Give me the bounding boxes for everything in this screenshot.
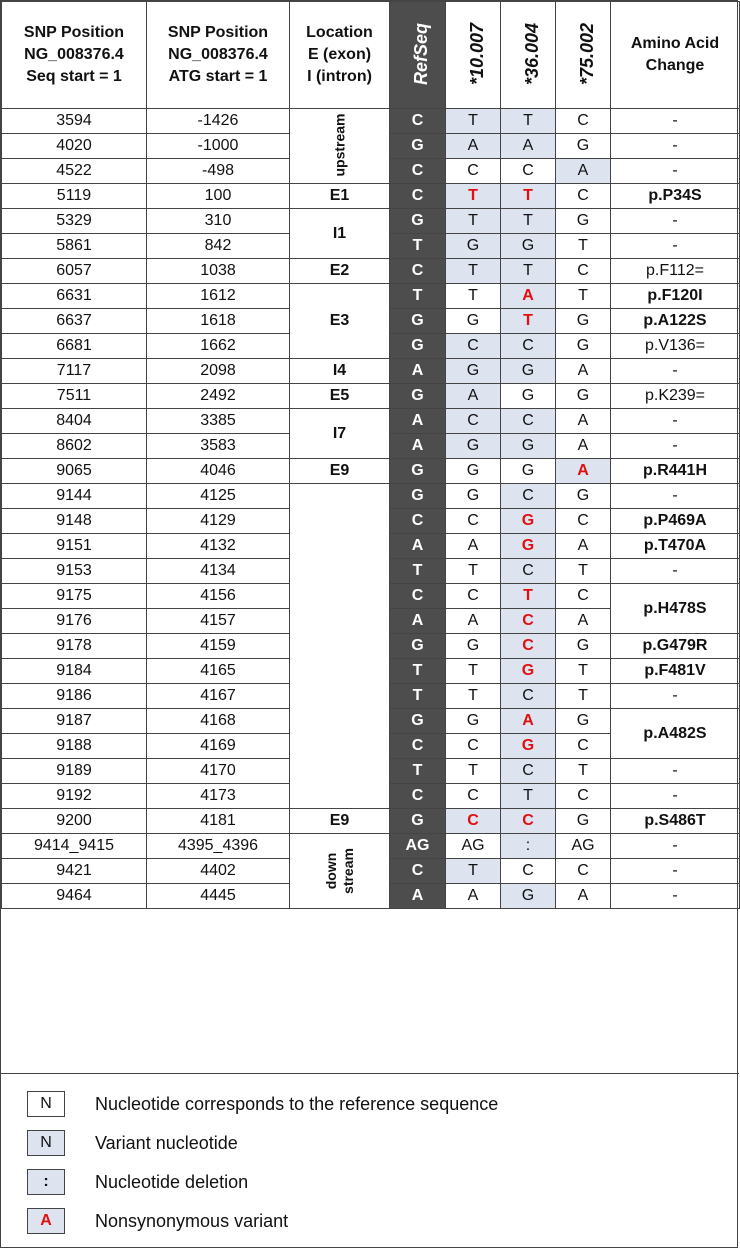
refseq-cell: G	[390, 484, 446, 509]
allele-cell: G	[556, 484, 611, 509]
atg-position-cell: 4181	[147, 809, 290, 834]
atg-position-cell: 4402	[147, 859, 290, 884]
header-text: SNP Position	[23, 24, 125, 41]
atg-position-cell: 310	[147, 209, 290, 234]
allele-cell: C	[556, 859, 611, 884]
seq-position-cell: 4522	[2, 159, 147, 184]
header-text: I (intron)	[307, 68, 372, 85]
allele-cell: A	[501, 284, 556, 309]
table-row	[2, 259, 740, 284]
table-row	[2, 409, 740, 434]
header-text: Seq start = 1	[26, 68, 122, 85]
atg-position-cell: 4134	[147, 559, 290, 584]
allele-cell: A	[556, 434, 611, 459]
atg-position-cell: 4395_4396	[147, 834, 290, 859]
allele-cell: T	[446, 759, 501, 784]
allele-cell: C	[556, 509, 611, 534]
seq-position-cell: 9153	[2, 559, 147, 584]
legend-item	[27, 1167, 248, 1197]
atg-position-cell: 4173	[147, 784, 290, 809]
legend-item	[27, 1206, 288, 1236]
allele-cell: G	[501, 734, 556, 759]
amino-acid-cell: -	[611, 159, 740, 184]
atg-position-cell: 842	[147, 234, 290, 259]
amino-acid-cell: -	[611, 784, 740, 809]
allele-cell: C	[446, 584, 501, 609]
table-row	[2, 484, 740, 509]
refseq-cell: A	[390, 434, 446, 459]
allele-cell: C	[446, 159, 501, 184]
header-refseq	[390, 2, 446, 109]
location-cell: I1	[290, 209, 390, 259]
allele-cell: A	[446, 534, 501, 559]
atg-position-cell: 4159	[147, 634, 290, 659]
seq-position-cell: 9176	[2, 609, 147, 634]
allele-cell: A	[556, 159, 611, 184]
legend	[1, 1073, 739, 1250]
amino-acid-cell: -	[611, 884, 740, 909]
location-cell: E3	[290, 284, 390, 359]
allele-cell: T	[501, 209, 556, 234]
atg-position-cell: 4156	[147, 584, 290, 609]
atg-position-cell: 3385	[147, 409, 290, 434]
atg-position-cell: 4445	[147, 884, 290, 909]
allele-cell: G	[446, 709, 501, 734]
refseq-cell: G	[390, 709, 446, 734]
refseq-cell: AG	[390, 834, 446, 859]
allele-cell: T	[446, 559, 501, 584]
atg-position-cell: 4170	[147, 759, 290, 784]
location-label: down	[322, 852, 339, 889]
refseq-cell: C	[390, 584, 446, 609]
atg-position-cell: 1612	[147, 284, 290, 309]
legend-label: Nonsynonymous variant	[95, 1210, 289, 1231]
allele-cell: T	[446, 109, 501, 134]
table-row	[2, 184, 740, 209]
seq-position-cell: 6681	[2, 334, 147, 359]
allele-cell: G	[446, 484, 501, 509]
allele-cell: A	[556, 359, 611, 384]
refseq-cell: T	[390, 759, 446, 784]
seq-position-cell: 8404	[2, 409, 147, 434]
seq-position-cell: 9187	[2, 709, 147, 734]
allele-cell: G	[556, 134, 611, 159]
seq-position-cell: 5329	[2, 209, 147, 234]
seq-position-cell: 9065	[2, 459, 147, 484]
amino-acid-cell: p.G479R	[611, 634, 740, 659]
amino-acid-cell: -	[611, 134, 740, 159]
allele-cell: T	[556, 659, 611, 684]
allele-cell: G	[501, 359, 556, 384]
amino-acid-cell: -	[611, 759, 740, 784]
table-row	[2, 834, 740, 859]
legend-swatch-deletion: :	[27, 1169, 65, 1195]
amino-acid-cell: p.S486T	[611, 809, 740, 834]
seq-position-cell: 9188	[2, 734, 147, 759]
allele-cell: G	[556, 634, 611, 659]
refseq-cell: C	[390, 509, 446, 534]
atg-position-cell: 4168	[147, 709, 290, 734]
amino-acid-cell: p.F120I	[611, 284, 740, 309]
seq-position-cell: 9184	[2, 659, 147, 684]
refseq-cell: T	[390, 559, 446, 584]
seq-position-cell: 9144	[2, 484, 147, 509]
amino-acid-cell: -	[611, 834, 740, 859]
refseq-cell: A	[390, 884, 446, 909]
seq-position-cell: 9189	[2, 759, 147, 784]
atg-position-cell: 2492	[147, 384, 290, 409]
atg-position-cell: -1426	[147, 109, 290, 134]
header-text: E (exon)	[307, 46, 372, 63]
amino-acid-cell: p.R441H	[611, 459, 740, 484]
refseq-cell: G	[390, 634, 446, 659]
allele-cell: G	[446, 634, 501, 659]
allele-cell: G	[501, 459, 556, 484]
allele-cell: A	[556, 459, 611, 484]
allele-cell: C	[501, 859, 556, 884]
location-label: upstream	[331, 113, 348, 177]
allele-cell: G	[446, 234, 501, 259]
header-text: SNP Position	[167, 24, 269, 41]
allele-cell: C	[446, 409, 501, 434]
allele-cell: C	[501, 634, 556, 659]
allele-cell: A	[556, 609, 611, 634]
allele-cell: C	[501, 809, 556, 834]
allele-cell: G	[446, 459, 501, 484]
legend-swatch-nonsynonymous: A	[27, 1208, 65, 1234]
amino-acid-cell: p.K239=	[611, 384, 740, 409]
header-text: *75.002	[577, 22, 598, 86]
refseq-cell: G	[390, 209, 446, 234]
seq-position-cell: 8602	[2, 434, 147, 459]
allele-cell: T	[446, 184, 501, 209]
allele-cell: G	[556, 384, 611, 409]
header-text: NG_008376.4	[24, 46, 124, 63]
seq-position-cell: 6637	[2, 309, 147, 334]
allele-cell: C	[556, 109, 611, 134]
amino-acid-cell: -	[611, 559, 740, 584]
allele-cell: C	[501, 334, 556, 359]
amino-acid-cell: -	[611, 409, 740, 434]
atg-position-cell: 4132	[147, 534, 290, 559]
header-text: NG_008376.4	[168, 46, 268, 63]
location-cell: I4	[290, 359, 390, 384]
seq-position-cell: 9192	[2, 784, 147, 809]
legend-swatch-reference: N	[27, 1091, 65, 1117]
allele-cell: T	[556, 759, 611, 784]
refseq-cell: T	[390, 234, 446, 259]
amino-acid-cell: p.F112=	[611, 259, 740, 284]
allele-cell: T	[501, 259, 556, 284]
allele-cell: G	[446, 434, 501, 459]
location-cell	[290, 109, 390, 184]
refseq-cell: G	[390, 809, 446, 834]
location-label: stream	[339, 847, 356, 894]
header-text: Change	[645, 57, 705, 74]
amino-acid-cell: p.V136=	[611, 334, 740, 359]
seq-position-cell: 7511	[2, 384, 147, 409]
allele-cell: T	[446, 659, 501, 684]
seq-position-cell: 7117	[2, 359, 147, 384]
refseq-cell: C	[390, 109, 446, 134]
allele-cell: T	[446, 209, 501, 234]
allele-cell: A	[446, 134, 501, 159]
refseq-cell: G	[390, 459, 446, 484]
allele-cell: G	[556, 809, 611, 834]
allele-cell: C	[446, 509, 501, 534]
allele-cell: A	[446, 384, 501, 409]
seq-position-cell: 4020	[2, 134, 147, 159]
refseq-cell: C	[390, 859, 446, 884]
allele-cell: C	[446, 809, 501, 834]
atg-position-cell: -1000	[147, 134, 290, 159]
refseq-cell: G	[390, 334, 446, 359]
allele-cell: AG	[556, 834, 611, 859]
seq-position-cell: 9464	[2, 884, 147, 909]
allele-cell: A	[556, 534, 611, 559]
header-text: Location	[306, 24, 373, 41]
refseq-cell: T	[390, 284, 446, 309]
allele-cell: C	[501, 684, 556, 709]
header-allele-3	[556, 2, 611, 109]
allele-cell: C	[556, 784, 611, 809]
allele-cell: C	[501, 484, 556, 509]
allele-cell: A	[446, 884, 501, 909]
allele-cell: T	[446, 284, 501, 309]
allele-cell: C	[446, 734, 501, 759]
table-row	[2, 459, 740, 484]
amino-acid-cell: p.T470A	[611, 534, 740, 559]
legend-label: Nucleotide corresponds to the reference sequence	[95, 1093, 499, 1114]
header-allele-2	[501, 2, 556, 109]
atg-position-cell: 3583	[147, 434, 290, 459]
allele-cell: T	[501, 584, 556, 609]
allele-cell: C	[501, 609, 556, 634]
seq-position-cell: 9421	[2, 859, 147, 884]
refseq-cell: C	[390, 784, 446, 809]
refseq-cell: C	[390, 159, 446, 184]
seq-position-cell: 5119	[2, 184, 147, 209]
refseq-cell: C	[390, 184, 446, 209]
refseq-cell: A	[390, 409, 446, 434]
legend-swatch-variant: N	[27, 1130, 65, 1156]
seq-position-cell: 9414_9415	[2, 834, 147, 859]
allele-cell: G	[501, 434, 556, 459]
allele-cell: T	[501, 109, 556, 134]
seq-position-cell: 9175	[2, 584, 147, 609]
header-seq-start	[2, 2, 147, 109]
allele-cell: C	[501, 759, 556, 784]
atg-position-cell: 4129	[147, 509, 290, 534]
allele-cell: A	[556, 409, 611, 434]
location-cell: E9	[290, 809, 390, 834]
allele-cell: G	[501, 534, 556, 559]
amino-acid-cell: -	[611, 484, 740, 509]
refseq-cell: G	[390, 309, 446, 334]
allele-cell: G	[556, 334, 611, 359]
header-atg-start	[147, 2, 290, 109]
allele-cell: T	[501, 309, 556, 334]
downstream-label	[322, 848, 356, 894]
allele-cell: T	[556, 684, 611, 709]
allele-cell: C	[501, 409, 556, 434]
location-cell: E1	[290, 184, 390, 209]
seq-position-cell: 5861	[2, 234, 147, 259]
allele-cell: A	[446, 609, 501, 634]
seq-position-cell: 9148	[2, 509, 147, 534]
location-cell: E9	[290, 459, 390, 484]
allele-cell: T	[446, 859, 501, 884]
allele-cell: G	[501, 659, 556, 684]
snp-table	[1, 1, 740, 909]
table-row	[2, 359, 740, 384]
seq-position-cell: 9178	[2, 634, 147, 659]
legend-item	[27, 1089, 498, 1119]
allele-cell: C	[446, 784, 501, 809]
refseq-cell: C	[390, 734, 446, 759]
amino-acid-cell: -	[611, 684, 740, 709]
allele-cell: T	[556, 234, 611, 259]
amino-acid-cell: -	[611, 359, 740, 384]
table-row	[2, 109, 740, 134]
atg-position-cell: 1038	[147, 259, 290, 284]
allele-cell: G	[501, 234, 556, 259]
atg-position-cell: 4157	[147, 609, 290, 634]
location-cell: E5	[290, 384, 390, 409]
refseq-cell: G	[390, 384, 446, 409]
refseq-cell: A	[390, 359, 446, 384]
refseq-cell: A	[390, 609, 446, 634]
allele-cell: C	[556, 184, 611, 209]
atg-position-cell: 4169	[147, 734, 290, 759]
atg-position-cell: 1618	[147, 309, 290, 334]
location-cell	[290, 484, 390, 809]
header-amino-acid	[611, 2, 740, 109]
allele-cell: G	[501, 509, 556, 534]
atg-position-cell: 4046	[147, 459, 290, 484]
header-location	[290, 2, 390, 109]
legend-label: Variant nucleotide	[95, 1132, 238, 1153]
allele-cell: A	[501, 709, 556, 734]
location-cell	[290, 834, 390, 909]
allele-cell: C	[446, 334, 501, 359]
atg-position-cell: 4167	[147, 684, 290, 709]
amino-acid-cell: -	[611, 234, 740, 259]
allele-cell: C	[556, 259, 611, 284]
allele-cell: C	[556, 584, 611, 609]
atg-position-cell: 100	[147, 184, 290, 209]
seq-position-cell: 3594	[2, 109, 147, 134]
atg-position-cell: 4125	[147, 484, 290, 509]
refseq-cell: T	[390, 659, 446, 684]
legend-label: Nucleotide deletion	[95, 1171, 249, 1192]
table-row	[2, 284, 740, 309]
atg-position-cell: 1662	[147, 334, 290, 359]
amino-acid-cell: p.A122S	[611, 309, 740, 334]
allele-cell: A	[556, 884, 611, 909]
header-text: ATG start = 1	[168, 68, 268, 85]
allele-cell: T	[556, 559, 611, 584]
atg-position-cell: 4165	[147, 659, 290, 684]
header-text: *10.007	[467, 22, 488, 86]
refseq-cell: T	[390, 684, 446, 709]
seq-position-cell: 9186	[2, 684, 147, 709]
table-row	[2, 809, 740, 834]
allele-cell: G	[501, 884, 556, 909]
allele-cell: T	[501, 184, 556, 209]
atg-position-cell: 2098	[147, 359, 290, 384]
header-row	[2, 2, 740, 109]
location-cell: I7	[290, 409, 390, 459]
table-row	[2, 209, 740, 234]
allele-cell: G	[446, 359, 501, 384]
amino-acid-cell: -	[611, 209, 740, 234]
allele-cell: A	[501, 134, 556, 159]
seq-position-cell: 6631	[2, 284, 147, 309]
allele-cell: T	[446, 259, 501, 284]
amino-acid-cell: -	[611, 859, 740, 884]
table-row	[2, 384, 740, 409]
seq-position-cell: 9151	[2, 534, 147, 559]
amino-acid-cell: p.A482S	[611, 709, 740, 759]
header-text: Amino Acid	[630, 35, 720, 52]
seq-position-cell: 9200	[2, 809, 147, 834]
refseq-cell: G	[390, 134, 446, 159]
allele-cell: G	[556, 309, 611, 334]
header-text: *36.004	[522, 22, 543, 86]
amino-acid-cell: p.H478S	[611, 584, 740, 634]
allele-cell: T	[446, 684, 501, 709]
legend-item	[27, 1128, 238, 1158]
allele-cell: T	[556, 284, 611, 309]
header-text: RefSeq	[411, 22, 432, 86]
amino-acid-cell: -	[611, 434, 740, 459]
allele-cell: G	[556, 709, 611, 734]
allele-cell: G	[556, 209, 611, 234]
table-body	[2, 109, 740, 909]
seq-position-cell: 6057	[2, 259, 147, 284]
amino-acid-cell: p.F481V	[611, 659, 740, 684]
allele-cell: :	[501, 834, 556, 859]
header-allele-1	[446, 2, 501, 109]
allele-cell: T	[501, 784, 556, 809]
refseq-cell: A	[390, 534, 446, 559]
amino-acid-cell: p.P469A	[611, 509, 740, 534]
allele-cell: C	[556, 734, 611, 759]
amino-acid-cell: p.P34S	[611, 184, 740, 209]
atg-position-cell: -498	[147, 159, 290, 184]
location-cell: E2	[290, 259, 390, 284]
refseq-cell: C	[390, 259, 446, 284]
amino-acid-cell: -	[611, 109, 740, 134]
allele-cell: G	[446, 309, 501, 334]
allele-cell: C	[501, 559, 556, 584]
allele-cell: C	[501, 159, 556, 184]
allele-cell: G	[501, 384, 556, 409]
allele-cell: AG	[446, 834, 501, 859]
